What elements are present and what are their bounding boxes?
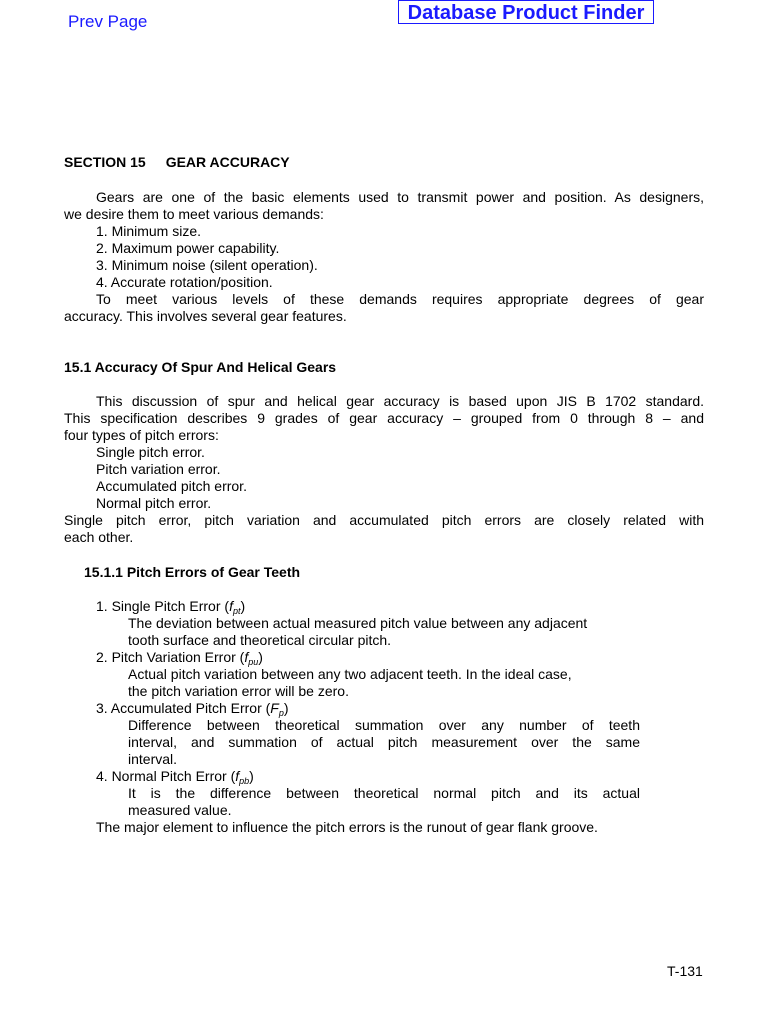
text-line: we desire them to meet various demands: — [64, 206, 324, 222]
pitch-error-item-title: 2. Pitch Variation Error $(f_{pu})$ — [96, 649, 263, 667]
text-line: Gears are one of the basic elements used to transmit power and position. As designers, — [96, 189, 704, 205]
list-item: Pitch variation error. — [96, 461, 221, 477]
subsection-15-1-paragraph — [64, 393, 704, 546]
section-heading — [64, 154, 290, 170]
pitch-error-item-desc: Actual pitch variation between any two adjacent teeth. In the ideal case, — [128, 666, 572, 682]
pitch-error-item-title: 1. Single Pitch Error $(f_{pt})$ — [96, 598, 246, 616]
database-product-finder-button[interactable]: Database Product Finder — [398, 0, 654, 24]
text-line: four types of pitch errors: — [64, 427, 219, 443]
text-line: The major element to influence the pitch errors is the runout of gear flank groove. — [96, 819, 598, 835]
section-title: GEAR ACCURACY — [165, 154, 290, 170]
pitch-error-item-desc: Difference between theoretical summation over any number of teeth — [128, 717, 640, 733]
pitch-error-item-title: 3. Accumulated Pitch Error $(F_p)$ — [96, 700, 289, 718]
list-item: Single pitch error. — [96, 444, 205, 460]
subsection-heading-15-1-1: 15.1.1 Pitch Errors of Gear Teeth — [84, 564, 301, 580]
pitch-error-item-desc: the pitch variation error will be zero. — [128, 683, 349, 699]
pitch-error-item-desc: interval. — [128, 751, 178, 767]
list-item: 4. Accurate rotation/position. — [96, 274, 273, 290]
list-item: 3. Minimum noise (silent operation). — [96, 257, 318, 273]
pitch-error-item-desc: It is the difference between theoretical normal pitch and its actual — [128, 785, 640, 801]
pitch-errors-list — [64, 598, 704, 836]
page-number: T-131 — [667, 963, 703, 979]
list-item: 2. Maximum power capability. — [96, 240, 280, 256]
text-line: Single pitch error, pitch variation and accumulated pitch errors are closely related with — [64, 512, 704, 528]
pitch-error-item-title: 4. Normal Pitch Error $(f_{pb})$ — [96, 768, 254, 786]
subsection-heading-15-1: 15.1 Accuracy Of Spur And Helical Gears — [64, 359, 337, 375]
text-line: accuracy. This involves several gear features. — [64, 308, 347, 324]
pitch-error-item-desc: tooth surface and theoretical circular pitch. — [128, 632, 392, 648]
section-number: SECTION 15 — [64, 154, 146, 170]
list-item: 1. Minimum size. — [96, 223, 202, 239]
prev-page-link[interactable]: Prev Page — [68, 12, 148, 31]
list-item: Accumulated pitch error. — [96, 478, 247, 494]
intro-paragraph — [64, 189, 704, 325]
text-line: To meet various levels of these demands requires appropriate degrees of gear — [96, 291, 704, 307]
text-line: each other. — [64, 529, 134, 545]
list-item: Normal pitch error. — [96, 495, 212, 511]
pitch-error-item-desc: interval, and summation of actual pitch measurement over the same — [128, 734, 640, 750]
pitch-error-item-desc: measured value. — [128, 802, 232, 818]
text-line: This discussion of spur and helical gear accuracy is based upon JIS B 1702 standard. — [96, 393, 704, 409]
text-line: This specification describes 9 grades of gear accuracy – grouped from 0 through 8 – and — [64, 410, 704, 426]
pitch-error-item-desc: The deviation between actual measured pitch value between any adjacent — [128, 615, 588, 631]
